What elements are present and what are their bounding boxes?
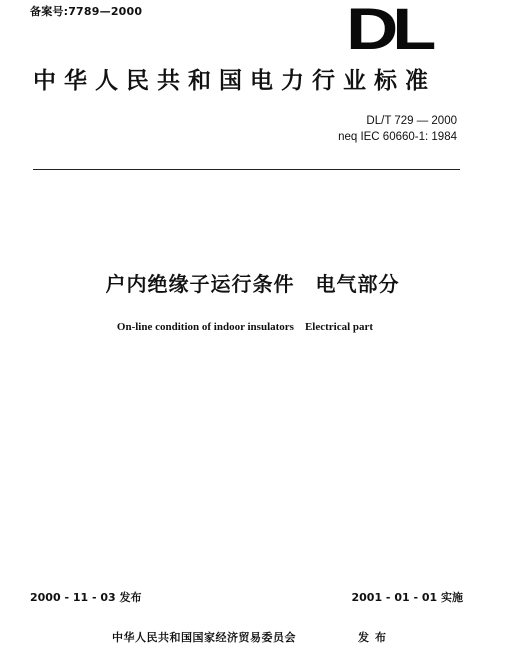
standard-equivalent: neq IEC 60660-1: 1984: [338, 131, 457, 143]
standard-code: DL/T 729 — 2000: [366, 115, 457, 127]
document-title-chinese: 户内绝缘子运行条件 电气部分: [105, 272, 400, 296]
document-title-english: On-line condition of indoor insulators Electrical part: [116, 321, 374, 333]
issue-date: 2000 - 11 - 03 发布: [30, 591, 142, 604]
standard-category-title: 中华人民共和国电力行业标准: [33, 68, 436, 94]
implementation-date: 2001 - 01 - 01 实施: [351, 591, 463, 604]
dl-logo: DL: [346, 0, 431, 62]
record-number: 备案号:7789—2000: [30, 5, 143, 18]
issue-label: 发布: [358, 631, 392, 644]
issuing-authority: 中华人民共和国国家经济贸易委员会: [112, 631, 296, 644]
header-divider: [33, 169, 460, 170]
